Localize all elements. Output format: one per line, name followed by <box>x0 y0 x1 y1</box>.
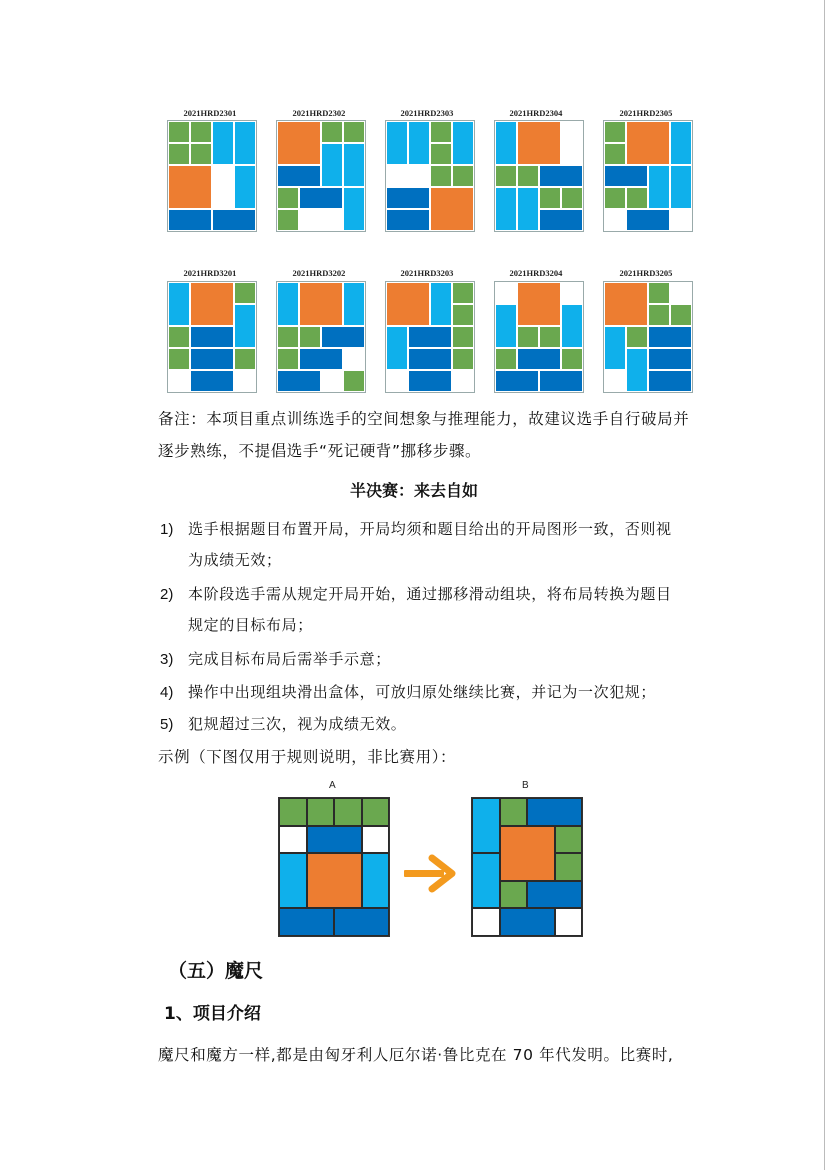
puzzle-grid <box>603 120 693 232</box>
puzzle-grid <box>167 281 257 393</box>
green-block <box>168 143 190 165</box>
example-grid-b <box>471 797 583 937</box>
dark-blue-block <box>321 326 365 348</box>
dark-blue-block <box>539 165 583 187</box>
dark-blue-block <box>190 370 234 392</box>
dark-blue-block <box>539 370 583 392</box>
puzzle-label: 2021HRD2301 <box>183 108 237 118</box>
puzzle-grid <box>385 281 475 393</box>
light-blue-block <box>343 282 365 326</box>
orange-block <box>307 853 362 908</box>
orange-block <box>168 165 212 209</box>
empty-cell <box>555 908 583 936</box>
green-block <box>604 187 626 209</box>
light-blue-block <box>234 165 256 209</box>
orange-block <box>190 282 234 326</box>
dark-blue-block <box>517 348 561 370</box>
puzzle-grid <box>494 120 584 232</box>
green-block <box>495 165 517 187</box>
puzzle-label: 2021HRD3204 <box>509 268 563 278</box>
puzzle-label: 2021HRD3203 <box>400 268 454 278</box>
empty-cell <box>386 370 408 392</box>
light-blue-block <box>452 121 474 165</box>
green-block <box>604 143 626 165</box>
light-blue-block <box>495 304 517 348</box>
orange-block <box>604 282 648 326</box>
green-block <box>277 326 299 348</box>
green-block <box>670 304 692 326</box>
puzzle-grid <box>385 120 475 232</box>
empty-cell <box>495 282 517 304</box>
orange-block <box>277 121 321 165</box>
dark-blue-block <box>212 209 256 231</box>
orange-block <box>517 282 561 326</box>
light-blue-block <box>168 282 190 326</box>
empty-cell <box>168 370 190 392</box>
green-block <box>234 348 256 370</box>
green-block <box>362 798 390 826</box>
empty-cell <box>362 826 390 854</box>
green-block <box>517 165 539 187</box>
puzzle-label: 2021HRD2303 <box>400 108 454 118</box>
orange-block <box>626 121 670 165</box>
green-block <box>190 143 212 165</box>
puzzle-grid <box>276 281 366 393</box>
light-blue-block <box>234 304 256 348</box>
dark-blue-block <box>527 798 582 826</box>
green-block <box>500 798 528 826</box>
orange-block <box>430 187 474 231</box>
green-block <box>604 121 626 143</box>
light-blue-block <box>670 121 692 165</box>
dark-blue-block <box>334 908 389 936</box>
empty-cell <box>321 370 343 392</box>
dark-blue-block <box>527 881 582 909</box>
puzzle-label: 2021HRD3201 <box>183 268 237 278</box>
dark-blue-block <box>299 348 343 370</box>
dark-blue-block <box>604 165 648 187</box>
light-blue-block <box>212 121 234 165</box>
light-blue-block <box>343 143 365 187</box>
green-block <box>561 348 583 370</box>
project-intro-title: 1、项目介绍 <box>164 1004 261 1024</box>
green-block <box>517 326 539 348</box>
green-block <box>321 121 343 143</box>
page-right-border <box>824 0 825 1170</box>
light-blue-block <box>495 121 517 165</box>
empty-cell <box>343 348 365 370</box>
green-block <box>452 165 474 187</box>
green-block <box>452 348 474 370</box>
note-line-2: 逐步熟练，不提倡选手“死记硬背”挪移步骤。 <box>158 442 482 460</box>
puzzle-grid <box>603 281 693 393</box>
semifinal-title: 半决赛：来去自如 <box>349 481 478 500</box>
dark-blue-block <box>168 209 212 231</box>
empty-cell <box>561 282 583 304</box>
green-block <box>452 282 474 304</box>
orange-block <box>517 121 561 165</box>
green-block <box>452 326 474 348</box>
rule-text: 操作中出现组块滑出盒体，可放归原处继续比赛，并记为一次犯规； <box>188 683 657 701</box>
empty-cell <box>670 282 692 304</box>
puzzle-grid <box>167 120 257 232</box>
light-blue-block <box>472 853 500 908</box>
green-block <box>648 304 670 326</box>
example-label-b: B <box>522 780 529 791</box>
section-five-title: （五）魔尺 <box>168 960 264 982</box>
rule-text: 规定的目标布局； <box>188 616 313 634</box>
dark-blue-block <box>648 326 692 348</box>
rule-text: 选手根据题目布置开局，开局均须和题目给出的开局图形一致，否则视 <box>188 520 672 538</box>
rule-number: 5) <box>160 716 174 733</box>
empty-cell <box>670 209 692 231</box>
rule-number: 1) <box>160 521 174 538</box>
green-block <box>234 282 256 304</box>
light-blue-block <box>495 187 517 231</box>
green-block <box>334 798 362 826</box>
empty-cell <box>561 121 583 165</box>
green-block <box>168 121 190 143</box>
dark-blue-block <box>495 370 539 392</box>
green-block <box>277 348 299 370</box>
example-label-a: A <box>329 780 336 791</box>
dark-blue-block <box>307 826 362 854</box>
empty-cell <box>604 370 626 392</box>
intro-text: 魔尺和魔方一样,都是由匈牙利人厄尔诺·鲁比克在 70 年代发明。比赛时, <box>158 1046 674 1064</box>
empty-cell <box>386 165 430 187</box>
empty-cell <box>234 370 256 392</box>
green-block <box>279 798 307 826</box>
green-block <box>430 165 452 187</box>
green-block <box>190 121 212 143</box>
green-block <box>168 326 190 348</box>
light-blue-block <box>343 187 365 231</box>
light-blue-block <box>386 326 408 370</box>
rule-number: 3) <box>160 651 174 668</box>
rule-text: 为成绩无效； <box>188 551 282 569</box>
rule-number: 2) <box>160 586 174 603</box>
rule-number: 4) <box>160 684 174 701</box>
green-block <box>626 326 648 348</box>
green-block <box>539 187 561 209</box>
empty-cell <box>212 187 234 209</box>
rule-text: 犯规超过三次，视为成绩无效。 <box>188 715 407 733</box>
empty-cell <box>472 908 500 936</box>
rule-text: 完成目标布局后需举手示意； <box>188 650 391 668</box>
green-block <box>277 187 299 209</box>
green-block <box>555 826 583 854</box>
orange-block <box>386 282 430 326</box>
green-block <box>430 143 452 165</box>
green-block <box>299 326 321 348</box>
green-block <box>343 370 365 392</box>
green-block <box>626 187 648 209</box>
light-blue-block <box>604 326 626 370</box>
example-grid-a <box>278 797 390 937</box>
light-blue-block <box>472 798 500 853</box>
dark-blue-block <box>277 370 321 392</box>
empty-cell <box>604 209 626 231</box>
empty-cell <box>279 826 307 854</box>
dark-blue-block <box>500 908 555 936</box>
dark-blue-block <box>648 370 692 392</box>
dark-blue-block <box>408 326 452 348</box>
light-blue-block <box>279 853 307 908</box>
light-blue-block <box>386 121 408 165</box>
light-blue-block <box>626 348 648 392</box>
green-block <box>648 282 670 304</box>
light-blue-block <box>517 187 539 231</box>
puzzle-label: 2021HRD2304 <box>509 108 563 118</box>
dark-blue-block <box>648 348 692 370</box>
light-blue-block <box>670 165 692 209</box>
green-block <box>277 209 299 231</box>
puzzle-grid <box>494 281 584 393</box>
green-block <box>555 853 583 881</box>
green-block <box>452 304 474 326</box>
note-line-1: 备注：本项目重点训练选手的空间想象与推理能力，故建议选手自行破局并 <box>158 410 690 428</box>
arrow-right-icon <box>402 853 460 893</box>
puzzle-label: 2021HRD3202 <box>292 268 346 278</box>
light-blue-block <box>321 143 343 187</box>
puzzle-grid <box>276 120 366 232</box>
light-blue-block <box>561 304 583 348</box>
green-block <box>561 187 583 209</box>
example-text: 示例（下图仅用于规则说明，非比赛用）： <box>158 748 457 766</box>
green-block <box>539 326 561 348</box>
puzzle-label: 2021HRD2305 <box>619 108 673 118</box>
light-blue-block <box>648 165 670 209</box>
puzzle-label: 2021HRD2302 <box>292 108 346 118</box>
empty-cell <box>452 370 474 392</box>
dark-blue-block <box>408 370 452 392</box>
dark-blue-block <box>277 165 321 187</box>
puzzle-label: 2021HRD3205 <box>619 268 673 278</box>
orange-block <box>500 826 555 881</box>
green-block <box>168 348 190 370</box>
dark-blue-block <box>386 187 430 209</box>
green-block <box>495 348 517 370</box>
light-blue-block <box>277 282 299 326</box>
light-blue-block <box>234 121 256 165</box>
empty-cell <box>212 165 234 187</box>
green-block <box>343 121 365 143</box>
empty-cell <box>299 209 343 231</box>
light-blue-block <box>430 282 452 326</box>
dark-blue-block <box>299 187 343 209</box>
dark-blue-block <box>626 209 670 231</box>
green-block <box>500 881 528 909</box>
dark-blue-block <box>408 348 452 370</box>
dark-blue-block <box>279 908 334 936</box>
dark-blue-block <box>386 209 430 231</box>
dark-blue-block <box>190 326 234 348</box>
light-blue-block <box>408 121 430 165</box>
green-block <box>307 798 335 826</box>
dark-blue-block <box>190 348 234 370</box>
rule-text: 本阶段选手需从规定开局开始，通过挪移滑动组块，将布局转换为题目 <box>188 585 672 603</box>
green-block <box>430 121 452 143</box>
light-blue-block <box>362 853 390 908</box>
dark-blue-block <box>539 209 583 231</box>
orange-block <box>299 282 343 326</box>
